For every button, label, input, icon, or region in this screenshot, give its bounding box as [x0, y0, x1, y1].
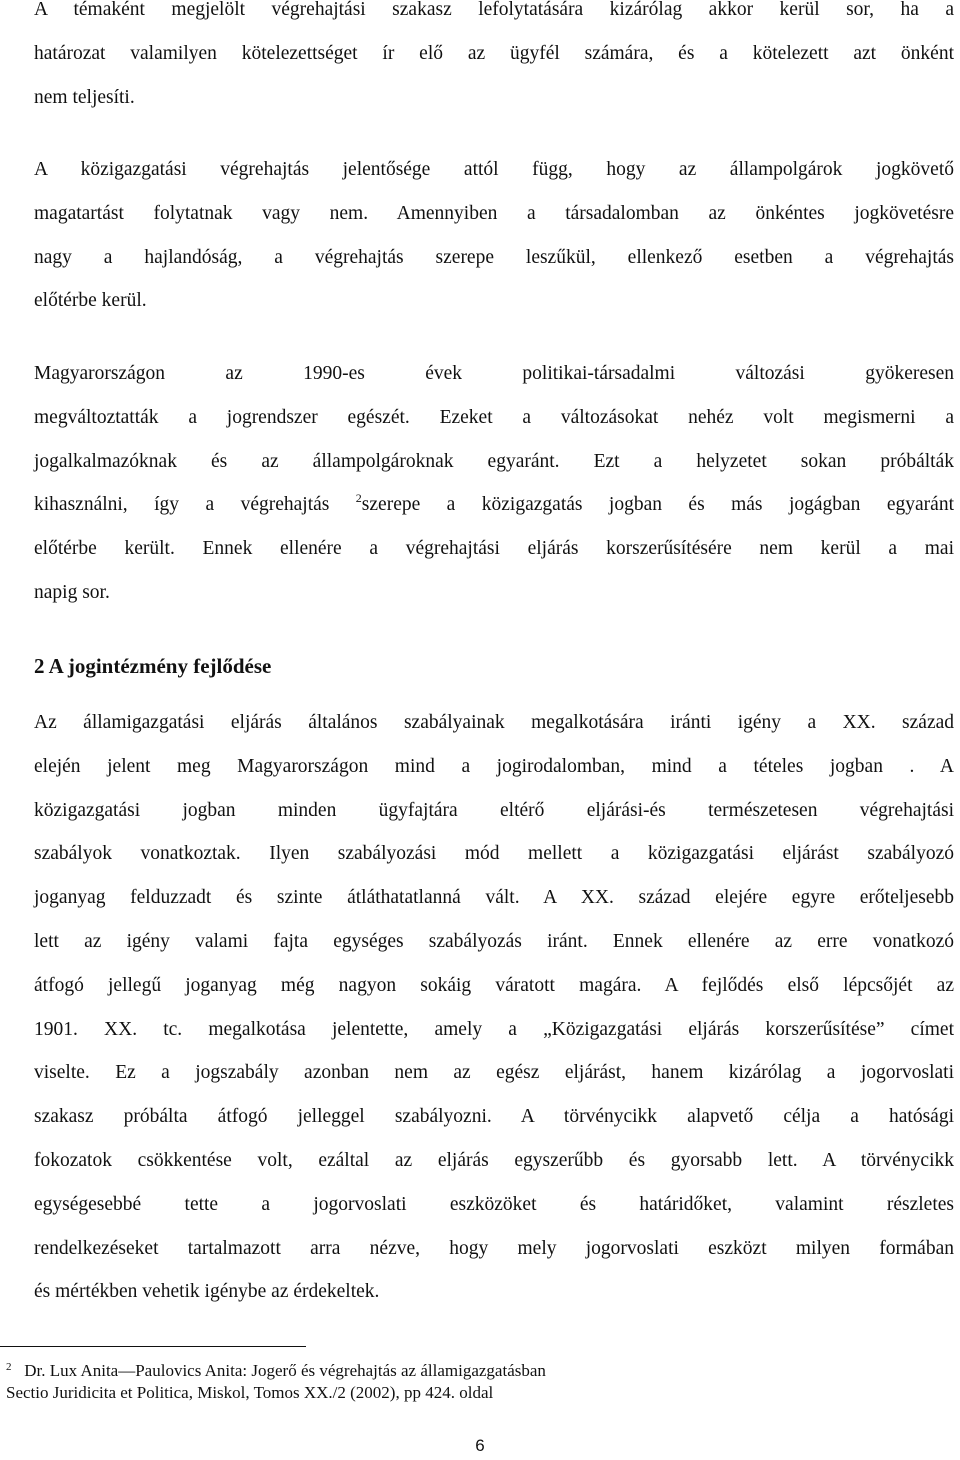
text-line: megváltoztatták a jogrendszer egészét. Ezeket a változásokat nehéz volt megismerni a — [34, 406, 954, 428]
text-line: rendelkezéseket tartalmazott arra nézve, hogy mely jogorvoslati eszközt milyen formában — [34, 1237, 954, 1259]
text-line-with-footnote-ref — [34, 483, 954, 527]
paragraph-4 — [34, 701, 954, 1314]
text-segment: szerepe a közigazgatás jogban és más jogágban egyaránt — [361, 494, 954, 516]
footnote-text: Dr. Lux Anita—Paulovics Anita: Jogerő és végrehajtás az államigazgatásban — [24, 1361, 546, 1380]
text-line: egységesebbé tette a jogorvoslati eszközöket és határidőket, valamint részletes — [34, 1193, 954, 1215]
text-line: határozat valamilyen kötelezettséget ír elő az ügyfél számára, és a kötelezett azt önként — [34, 42, 954, 64]
text-line: lett az igény valami fajta egységes szabályozás iránt. Ennek ellenére az erre vonatkozó — [34, 930, 954, 952]
text-line: napig sor. — [34, 581, 110, 603]
text-line: szakasz próbálta átfogó jelleggel szabályozni. A törvénycikk alapvető célja a hatósági — [34, 1106, 954, 1128]
text-line: szabályok vonatkoztak. Ilyen szabályozási mód mellett a közigazgatási eljárást szabályozó — [34, 843, 954, 865]
text-line: átfogó jellegű joganyag még nagyon sokáig váratott magára. A fejlődés első lépcsőjét az — [34, 974, 954, 996]
paragraph-1 — [34, 0, 954, 119]
footnote-separator — [0, 1346, 306, 1347]
footnote-reference: 2 — [355, 491, 362, 506]
page-number: 6 — [475, 1436, 485, 1455]
text-line: nagy a hajlandóság, a végrehajtás szerepe leszűkül, ellenkező esetben a végrehajtás — [34, 246, 954, 268]
text-line: nem teljesíti. — [34, 86, 135, 108]
text-line: elején jelent meg Magyarországon mind a jogirodalomban, mind a tételes jogban . A — [34, 755, 954, 777]
text-segment: kihasználni, így a végrehajtás — [34, 494, 356, 516]
text-line: viselte. Ez a jogszabály azonban nem az egész eljárást, hanem kizárólag a jogorvoslati — [34, 1062, 954, 1084]
text-line: fokozatok csökkentése volt, ezáltal az eljárás egyszerűbb és gyorsabb lett. A törvénycikk — [34, 1149, 954, 1171]
footnote-line-2: Sectio Juridicita et Politica, Miskol, Tomos XX./2 (2002), pp 424. oldal — [6, 1383, 494, 1402]
section-heading: 2 A jogintézmény fejlődése — [34, 654, 272, 678]
text-line: joganyag felduzzadt és szinte átláthatatlanná vált. A XX. század elejére egyre erőteljesebb — [34, 887, 954, 909]
text-line: és mértékben vehetik igénybe az érdekeltek. — [34, 1281, 380, 1303]
footnote-marker: 2 — [6, 1361, 12, 1373]
text-line: jogalkalmazóknak és az állampolgároknak egyaránt. Ezt a helyzetet sokan próbálták — [34, 450, 954, 472]
text-line: A közigazgatási végrehajtás jelentősége attól függ, hogy az állampolgárok jogkövető — [34, 159, 954, 180]
text-line: magatartást folytatnak vagy nem. Amennyiben a társadalomban az önkéntes jogkövetésre — [34, 202, 954, 224]
footnote — [6, 1360, 546, 1404]
text-line: előtérbe kerül. — [34, 290, 147, 312]
paragraph-2 — [34, 148, 954, 323]
text-line: 1901. XX. tc. megalkotása jelentette, amely a „Közigazgatási eljárás korszerűsítése” címet — [34, 1018, 954, 1040]
text-line: közigazgatási jogban minden ügyfajtára eltérő eljárási-és természetesen végrehajtási — [34, 799, 954, 821]
paragraph-3 — [34, 352, 954, 615]
text-line: előtérbe került. Ennek ellenére a végrehajtási eljárás korszerűsítésére nem kerül a mai — [34, 538, 954, 560]
text-line: Az államigazgatási eljárás általános szabályainak megalkotására iránti igény a XX. század — [34, 712, 954, 733]
text-line: Magyarországon az 1990-es évek politikai-társadalmi változási gyökeresen — [34, 363, 954, 384]
footnote-line-1 — [6, 1360, 546, 1382]
text-line: A témaként megjelölt végrehajtási szakasz lefolytatására kizárólag akkor kerül sor, ha a — [34, 0, 954, 20]
